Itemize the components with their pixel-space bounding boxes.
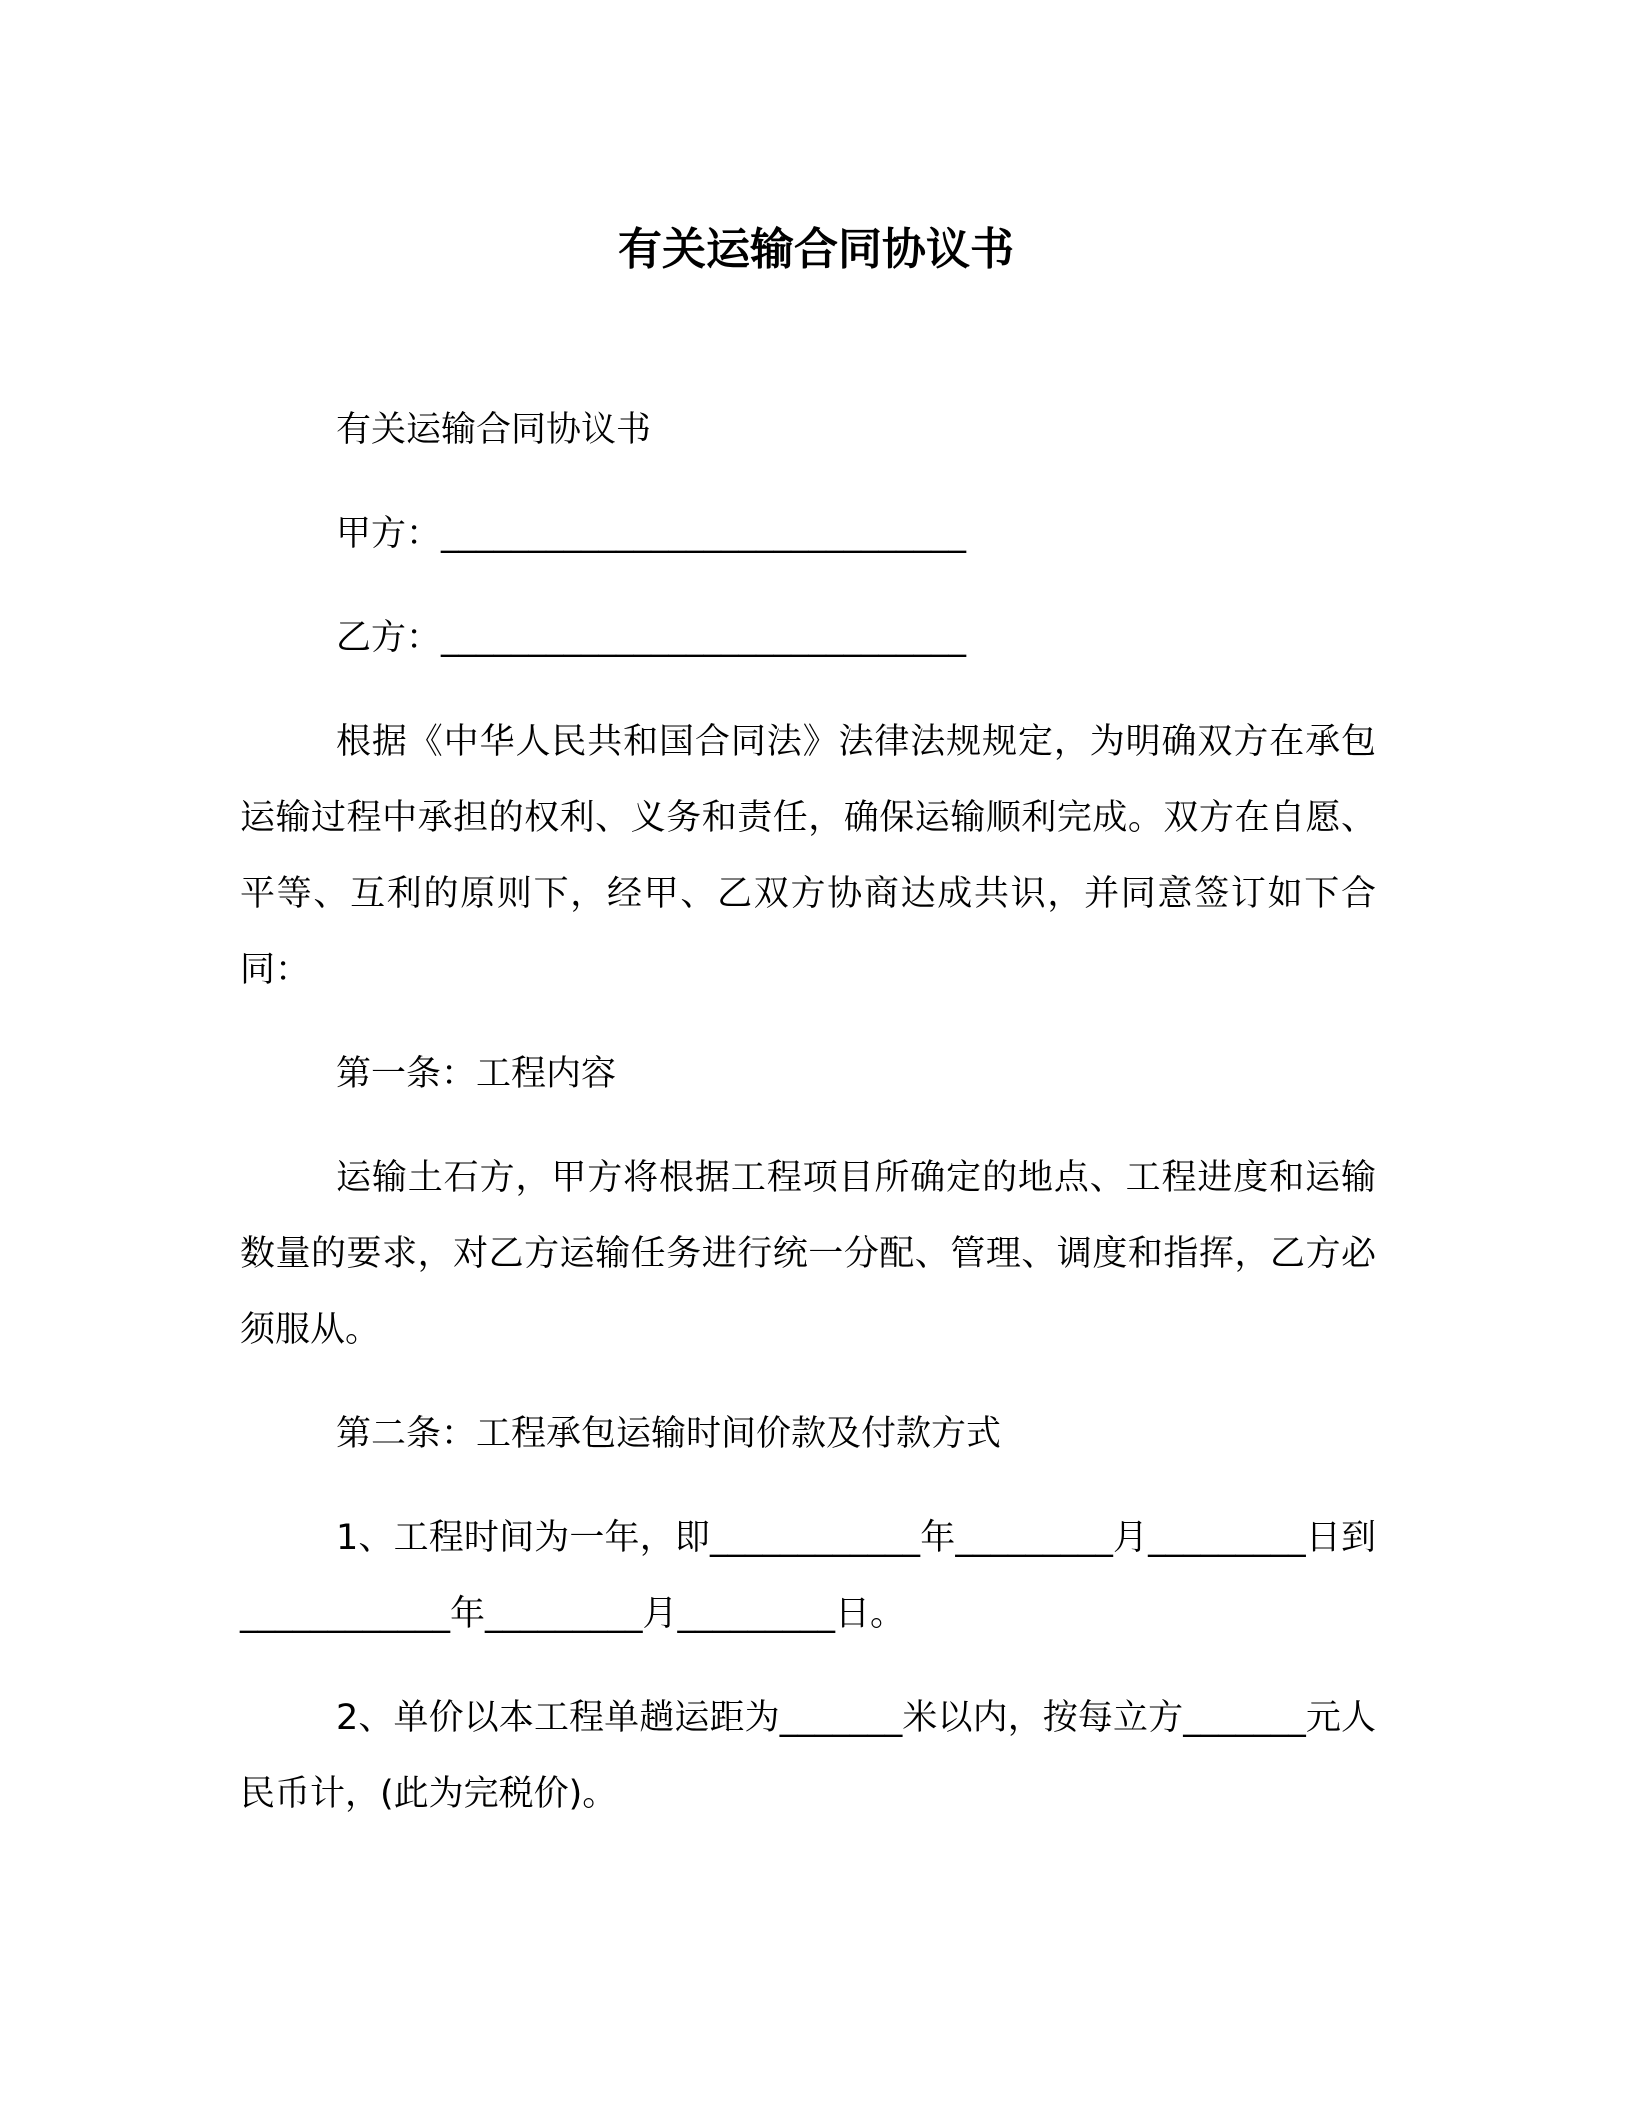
article-2-item-2: 2、单价以本工程单趟运距为_______米以内，按每立方_______元人民币计，(此为完税价)。 <box>240 1698 1376 1814</box>
article-2-heading: 第二条：工程承包运输时间价款及付款方式 <box>336 1414 1002 1454</box>
preamble-paragraph: 根据《中华人民共和国合同法》法律法规规定，为明确双方在承包运输过程中承担的权利、义务和责任，确保运输顺利完成。双方在自愿、平等、互利的原则下，经甲、乙双方协商达成共识，并同意签订如下合同： <box>240 722 1376 990</box>
party-a-line: 甲方：______________________________ <box>336 514 967 554</box>
document-body <box>240 392 1376 1860</box>
party-b-line: 乙方：______________________________ <box>336 618 967 658</box>
article-1-paragraph: 运输土石方，甲方将根据工程项目所确定的地点、工程进度和运输数量的要求，对乙方运输任务进行统一分配、管理、调度和指挥，乙方必须服从。 <box>240 1158 1376 1350</box>
article-2-item-1: 1、工程时间为一年，即____________年_________月_________日到____________年_________月_________日。 <box>240 1518 1376 1634</box>
subtitle-paragraph: 有关运输合同协议书 <box>336 410 652 450</box>
article-1-heading: 第一条：工程内容 <box>336 1054 617 1094</box>
document-title: 有关运输合同协议书 <box>618 224 1014 275</box>
